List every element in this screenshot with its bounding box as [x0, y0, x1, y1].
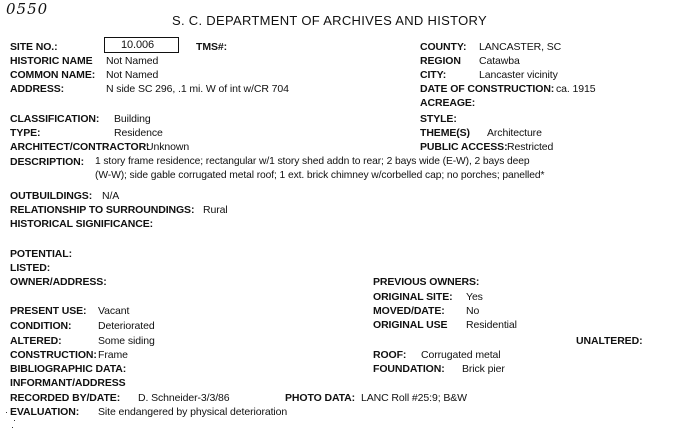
roof-value: Corrugated metal [421, 349, 501, 361]
site-no-value: 10.006 [121, 39, 155, 51]
city-label: CITY: [420, 69, 447, 81]
type-value: Residence [114, 127, 163, 139]
present-use-label: PRESENT USE: [10, 305, 87, 317]
common-name-value: Not Named [106, 69, 159, 81]
themes-value: Architecture [487, 127, 542, 139]
tms-label: TMS#: [196, 41, 228, 53]
foundation-label: FOUNDATION: [373, 363, 445, 375]
moved-date-label: MOVED/DATE: [373, 305, 445, 317]
recorded-by-value: D. Schneider-3/3/86 [138, 392, 230, 404]
original-site-label: ORIGINAL SITE: [373, 291, 453, 303]
listed-label: LISTED: [10, 262, 51, 274]
relationship-label: RELATIONSHIP TO SURROUNDINGS: [10, 204, 195, 216]
type-label: TYPE: [10, 127, 41, 139]
construction-label: CONSTRUCTION: [10, 349, 97, 361]
description-line-1: 1 story frame residence; rectangular w/1 story shed addn to rear; 2 bays wide (E-W), 2 bays deep [95, 156, 530, 167]
scan-speck [6, 412, 7, 413]
common-name-label: COMMON NAME: [10, 69, 96, 81]
address-value: N side SC 296, .1 mi. W of int w/CR 704 [106, 83, 289, 95]
date-of-construction-label: DATE OF CONSTRUCTION: [420, 83, 555, 95]
acreage-label: ACREAGE: [420, 97, 476, 109]
public-access-value: Restricted [507, 141, 554, 153]
classification-label: CLASSIFICATION: [10, 113, 100, 125]
roof-label: ROOF: [373, 349, 407, 361]
site-no-label: SITE NO.: [10, 41, 58, 53]
scan-speck [14, 420, 15, 421]
architect-label: ARCHITECT/CONTRACTOR: [10, 141, 150, 153]
region-label: REGION [420, 55, 461, 67]
public-access-label: PUBLIC ACCESS: [420, 141, 508, 153]
form-number: 0550 [6, 0, 49, 18]
owner-address-label: OWNER/ADDRESS: [10, 276, 107, 288]
classification-value: Building [114, 113, 151, 125]
recorded-by-label: RECORDED BY/DATE: [10, 392, 121, 404]
scan-speck [12, 427, 13, 428]
historical-significance-label: HISTORICAL SIGNIFICANCE: [10, 218, 154, 230]
altered-value: Some siding [98, 335, 155, 347]
architect-value: Unknown [146, 141, 190, 153]
condition-label: CONDITION: [10, 320, 72, 332]
construction-value: Frame [98, 349, 128, 361]
original-site-value: Yes [466, 291, 483, 303]
style-label: STYLE: [420, 113, 457, 125]
photo-data-label: PHOTO DATA: [285, 392, 356, 404]
informant-label: INFORMANT/ADDRESS [10, 377, 126, 389]
outbuildings-value: N/A [102, 190, 120, 202]
county-value: LANCASTER, SC [479, 41, 562, 53]
original-use-value: Residential [466, 319, 517, 331]
historic-name-label: HISTORIC NAME [10, 55, 93, 67]
photo-data-value: LANC Roll #25:9; B&W [361, 392, 467, 404]
document-title: S. C. DEPARTMENT OF ARCHIVES AND HISTORY [172, 13, 487, 28]
bibliographic-data-label: BIBLIOGRAPHIC DATA: [10, 363, 127, 375]
evaluation-value: Site endangered by physical deterioration [98, 406, 288, 418]
unaltered-label: UNALTERED: [576, 335, 643, 347]
county-label: COUNTY: [420, 41, 467, 53]
themes-label: THEME(S) [420, 127, 470, 139]
evaluation-label: EVALUATION: [10, 406, 80, 418]
address-label: ADDRESS: [10, 83, 65, 95]
historic-name-value: Not Named [106, 55, 159, 67]
potential-label: POTENTIAL: [10, 248, 72, 260]
foundation-value: Brick pier [462, 363, 505, 375]
condition-value: Deteriorated [98, 320, 155, 332]
original-use-label: ORIGINAL USE [373, 319, 448, 331]
date-of-construction-value: ca. 1915 [556, 83, 596, 95]
region-value: Catawba [479, 55, 520, 67]
present-use-value: Vacant [98, 305, 130, 317]
previous-owners-label: PREVIOUS OWNERS: [373, 276, 480, 288]
description-label: DESCRIPTION: [10, 156, 85, 168]
description-line-2: (W-W); side gable corrugated metal roof; 1 ext. brick chimney w/corbelled cap; no porches; panelled* [95, 170, 545, 181]
moved-date-value: No [466, 305, 480, 317]
outbuildings-label: OUTBUILDINGS: [10, 190, 93, 202]
relationship-value: Rural [203, 204, 228, 216]
altered-label: ALTERED: [10, 335, 62, 347]
city-value: Lancaster vicinity [479, 69, 558, 81]
